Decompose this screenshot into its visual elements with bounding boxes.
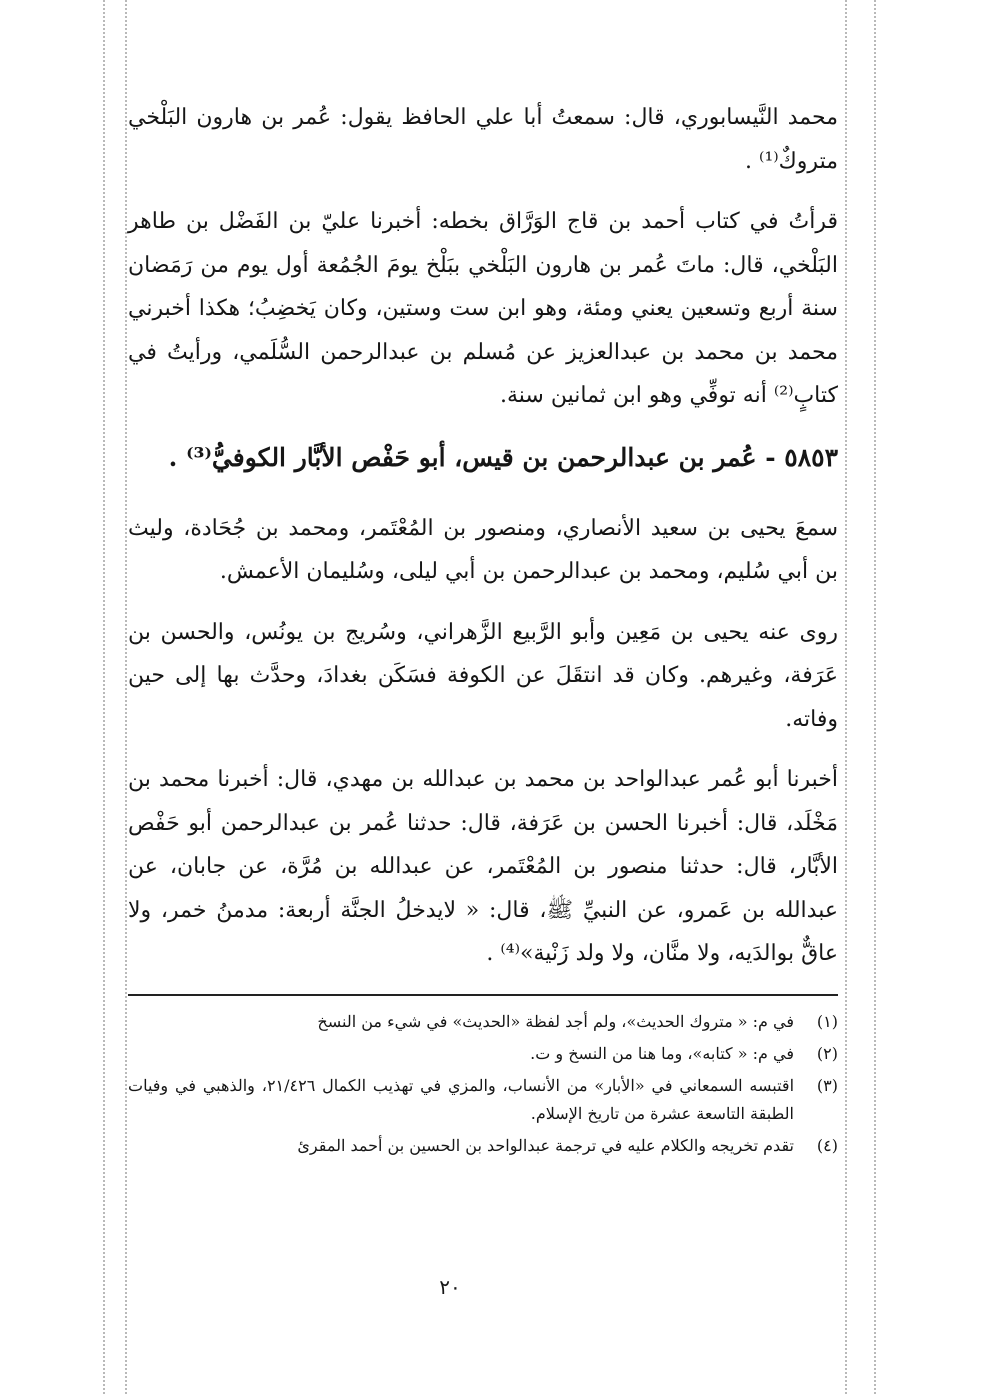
footnote-divider bbox=[128, 994, 838, 996]
margin-guide-left-inner bbox=[125, 0, 127, 1394]
footnotes bbox=[128, 1008, 838, 1160]
paragraph-2: قرأتُ في كتاب أحمد بن قاج الوَرَّاق بخطه: أخبرنا عليّ بن الفَضْل بن طاهر البَلْخي، قال: ماتَ عُمر بن هارون البَلْخي ببَلْخ يومَ الجُمُعة أول يوم من رَمَضان سنة أربع وتسعين يعني ومئة، وهو ابن ست وستين، وكان يَخضِبُ؛ هكذا أخبرني محمد بن محمد بن عبدالعزيز عن مُسلم بن عبدالرحمن السُّلَمي، ورأيتُ في كتابٍ⁽²⁾ أنه توفِّي وهو ابن ثمانين سنة. bbox=[128, 209, 838, 408]
footnote-text: اقتبسه السمعاني في «الأبار» من الأنساب، والمزي في تهذيب الكمال ٢١/٤٢٦، والذهبي في وفيات الطبقة التاسعة عشرة من تاريخ الإسلام. bbox=[128, 1075, 795, 1123]
footnote-3 bbox=[128, 1072, 838, 1128]
footnote-number: (١) bbox=[816, 1011, 838, 1031]
footnote-number: (٢) bbox=[816, 1043, 838, 1063]
footnote-number: (٤) bbox=[816, 1135, 838, 1155]
paragraph-4: روى عنه يحيى بن مَعِين وأبو الرَّبيع الزَّهراني، وسُريج بن يونُس، والحسن بن عَرَفة، وغيرهم. وكان قد انتقَلَ عن الكوفة فسَكَن بغدادَ، وحدَّث بها إلى حين وفاته. bbox=[128, 619, 838, 732]
footnote-4 bbox=[128, 1132, 838, 1160]
paragraph-3: سمعَ يحيى بن سعيد الأنصاري، ومنصور بن المُعْتَمر، ومحمد بن جُحَادة، وليث بن أبي سُليم، ومحمد بن عبدالرحمن بن أبي ليلى، وسُليمان الأعمش. bbox=[128, 515, 838, 584]
footnote-text: تقدم تخريجه والكلام عليه في ترجمة عبدالواحد بن الحسين بن أحمد المقرئ bbox=[297, 1135, 794, 1155]
page-number: ٢٠ bbox=[439, 1275, 461, 1299]
margin-guide-right-outer bbox=[874, 0, 876, 1394]
entry-heading: ٥٨٥٣ - عُمر بن عبدالرحمن بن قيس، أبو حَفْص الأبَّار الكوفيُّ⁽³⁾ . bbox=[168, 442, 838, 472]
footnote-1 bbox=[128, 1008, 838, 1036]
margin-guide-left-outer bbox=[103, 0, 105, 1394]
footnote-text: في م: « كتابه»، وما هنا من النسخ و ت. bbox=[530, 1043, 794, 1063]
paragraph-5: أخبرنا أبو عُمر عبدالواحد بن محمد بن عبدالله بن مهدي، قال: أخبرنا محمد بن مَخْلَد، قال: أخبرنا الحسن بن عَرَفة، قال: حدثنا عُمر بن عبدالرحمن أبو حَفْص الأبَّار، قال: حدثنا منصور بن المُعْتَمر، عن عبدالله بن مُرَّة، عن جابان، عن عبدالله بن عَمرو، عن النبيِّ ﷺ، قال: « لايدخلُ الجنَّة أربعة: مدمنُ خمر، ولا عاقٌّ بوالدَيه، ولا منَّان، ولا ولد زَنْية»⁽⁴⁾ . bbox=[128, 767, 838, 966]
footnote-2 bbox=[128, 1040, 838, 1068]
margin-guide-right-inner bbox=[845, 0, 847, 1394]
page-content bbox=[128, 96, 838, 1164]
footnote-number: (٣) bbox=[816, 1075, 838, 1095]
footnote-text: في م: « متروك الحديث»، ولم أجد لفظة «الحديث» في شيء من النسخ bbox=[317, 1011, 794, 1031]
paragraph-1: محمد النَّيسابوري، قال: سمعتُ أبا علي الحافظ يقول: عُمر بن هارون البَلْخي متروكٌ⁽¹⁾ . bbox=[128, 105, 838, 174]
